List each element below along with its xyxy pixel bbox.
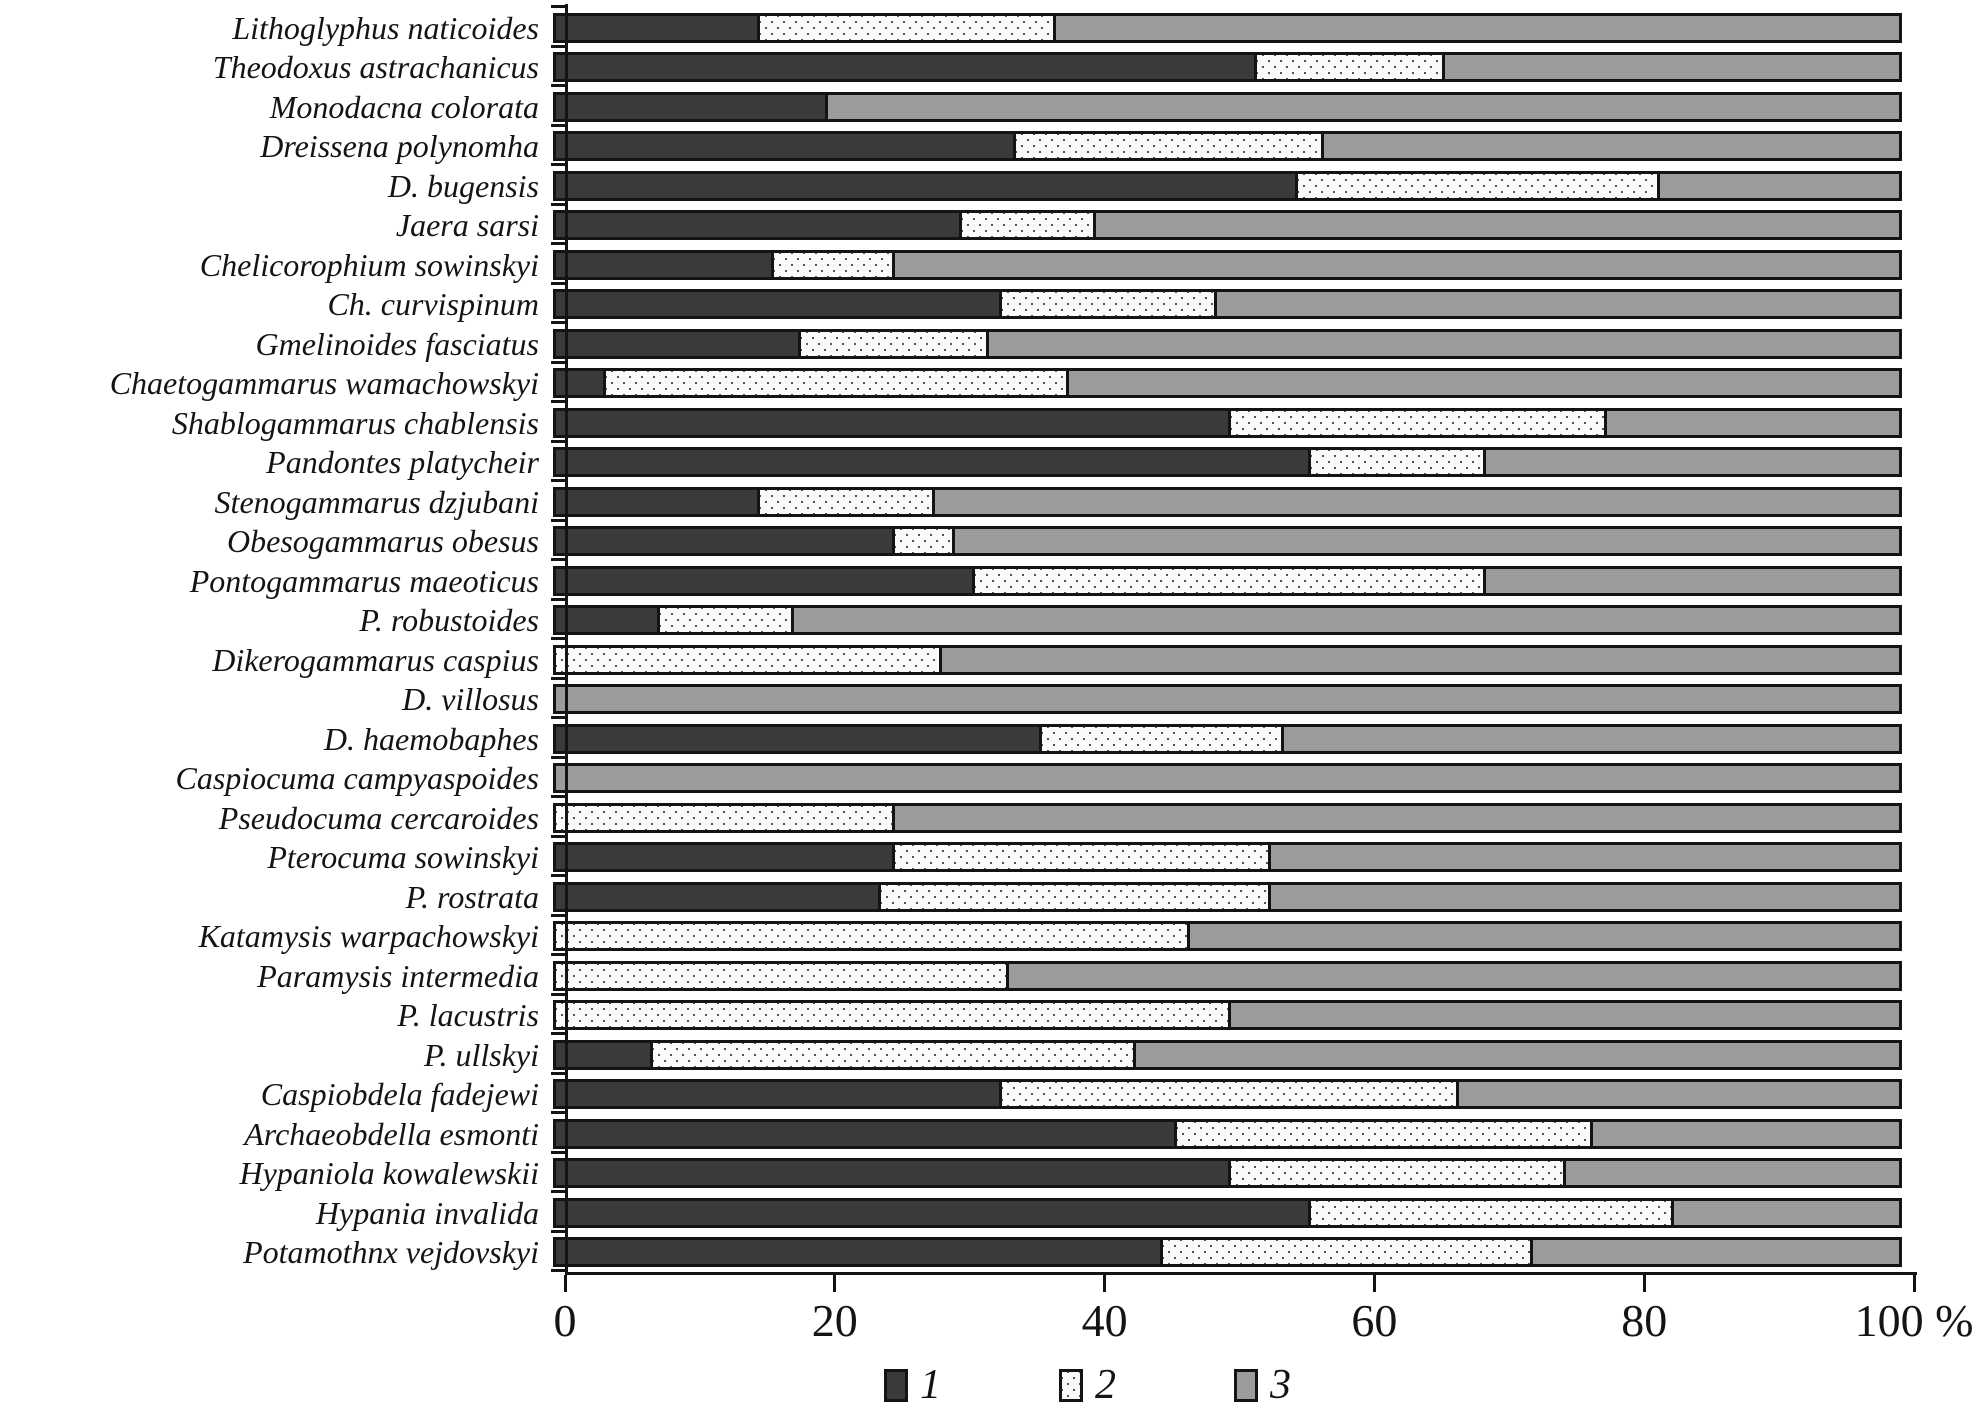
bar-segment-series-1 xyxy=(556,727,1039,751)
category-label: Chelicorophium sowinskyi xyxy=(199,246,539,283)
stacked-bar xyxy=(553,329,1902,359)
category-label: Archaeobdella esmonti xyxy=(244,1115,539,1152)
bar-track xyxy=(553,921,1902,951)
y-axis-tick xyxy=(551,1151,566,1154)
bar-row xyxy=(0,1114,1987,1154)
category-label: Pontogammarus maeoticus xyxy=(189,562,539,599)
y-axis-tick xyxy=(551,953,566,956)
bar-segment-series-3 xyxy=(1228,1003,1900,1027)
bar-track xyxy=(553,447,1902,477)
x-axis-tick-label: 60 xyxy=(1351,1295,1398,1346)
bar-rows-area xyxy=(0,8,1987,1272)
stacked-bar xyxy=(553,961,1902,991)
bar-row xyxy=(0,561,1987,601)
bar-row xyxy=(0,324,1987,364)
stacked-bar xyxy=(553,447,1902,477)
category-label: Dreissena polynomha xyxy=(260,128,539,165)
bar-segment-series-3 xyxy=(1133,1043,1899,1067)
bar-segment-series-3 xyxy=(1321,134,1899,158)
bar-segment-series-2 xyxy=(798,332,986,356)
category-label: P. robustoides xyxy=(359,602,539,639)
stacked-bar xyxy=(553,487,1902,517)
bar-row xyxy=(0,166,1987,206)
bar-row xyxy=(0,127,1987,167)
x-axis-tick-label: 80 xyxy=(1621,1295,1668,1346)
stacked-bar xyxy=(553,724,1902,754)
bar-segment-series-2 xyxy=(757,16,1052,40)
bar-row xyxy=(0,522,1987,562)
stacked-bar xyxy=(553,842,1902,872)
legend-item-2 xyxy=(1059,1364,1116,1406)
bar-track xyxy=(553,1158,1902,1188)
category-label: Lithoglyphus naticoides xyxy=(232,9,539,46)
bar-segment-series-2 xyxy=(556,964,1006,988)
bar-segment-series-3 xyxy=(556,766,1899,790)
category-label: Pandontes platycheir xyxy=(266,444,539,481)
stacked-bar xyxy=(553,1158,1902,1188)
bar-segment-series-3 xyxy=(791,608,1899,632)
bar-row xyxy=(0,680,1987,720)
x-axis-tick-label: 100 % xyxy=(1854,1295,1974,1346)
bar-track xyxy=(553,487,1902,517)
x-axis-tick xyxy=(1913,1275,1916,1292)
bar-segment-series-3 xyxy=(1590,1122,1899,1146)
bar-track xyxy=(553,645,1902,675)
bar-segment-series-1 xyxy=(556,1161,1228,1185)
legend-swatch-series-2 xyxy=(1059,1369,1083,1402)
bar-track xyxy=(553,368,1902,398)
bar-track xyxy=(553,605,1902,635)
bar-segment-series-1 xyxy=(556,1240,1160,1264)
bar-track xyxy=(553,526,1902,556)
bar-segment-series-2 xyxy=(556,806,892,830)
bar-segment-series-3 xyxy=(1456,1082,1899,1106)
x-axis-line xyxy=(565,1272,1917,1275)
bar-segment-series-1 xyxy=(556,529,892,553)
bar-segment-series-2 xyxy=(878,885,1267,909)
x-axis-tick-label: 0 xyxy=(553,1295,577,1346)
bar-segment-series-2 xyxy=(603,371,1066,395)
bar-segment-series-3 xyxy=(1268,885,1899,909)
bar-track xyxy=(553,171,1902,201)
bar-segment-series-2 xyxy=(1308,450,1483,474)
bar-segment-series-1 xyxy=(556,213,959,237)
y-axis-tick xyxy=(551,598,566,601)
bar-row xyxy=(0,482,1987,522)
bar-segment-series-3 xyxy=(1006,964,1899,988)
bar-track xyxy=(553,882,1902,912)
bar-segment-series-3 xyxy=(892,806,1899,830)
x-axis-tick xyxy=(1103,1275,1106,1292)
bar-segment-series-1 xyxy=(556,253,771,277)
bar-segment-series-2 xyxy=(1228,1161,1564,1185)
bar-row xyxy=(0,8,1987,48)
y-axis-tick xyxy=(551,558,566,561)
bar-row xyxy=(0,917,1987,957)
stacked-bar xyxy=(553,368,1902,398)
category-label: P. ullskyi xyxy=(424,1036,539,1073)
legend-item-1 xyxy=(884,1364,941,1406)
bar-segment-series-1 xyxy=(556,1043,650,1067)
bar-segment-series-3 xyxy=(939,648,1899,672)
bar-segment-series-1 xyxy=(556,55,1254,79)
stacked-bar xyxy=(553,1040,1902,1070)
bar-track xyxy=(553,210,1902,240)
y-axis-tick xyxy=(551,519,566,522)
bar-segment-series-2 xyxy=(1254,55,1442,79)
bar-segment-series-1 xyxy=(556,411,1228,435)
bar-row xyxy=(0,48,1987,88)
bar-segment-series-3 xyxy=(1442,55,1899,79)
bar-track xyxy=(553,289,1902,319)
bar-track xyxy=(553,250,1902,280)
stacked-bar xyxy=(553,210,1902,240)
bar-track xyxy=(553,1000,1902,1030)
bar-segment-series-2 xyxy=(650,1043,1133,1067)
bar-segment-series-3 xyxy=(986,332,1899,356)
category-label: Gmelinoides fasciatus xyxy=(255,325,539,362)
bar-row xyxy=(0,206,1987,246)
stacked-bar xyxy=(553,131,1902,161)
category-label: P. lacustris xyxy=(397,997,539,1034)
bar-segment-series-1 xyxy=(556,292,999,316)
legend-item-3 xyxy=(1234,1364,1291,1406)
category-label: Caspiocuma campyaspoides xyxy=(175,760,539,797)
stacked-bar xyxy=(553,1237,1902,1267)
stacked-bar xyxy=(553,171,1902,201)
bar-segment-series-3 xyxy=(1483,569,1899,593)
bar-row xyxy=(0,640,1987,680)
y-axis-tick xyxy=(551,1072,566,1075)
stacked-bar xyxy=(553,882,1902,912)
bar-row xyxy=(0,87,1987,127)
bar-track xyxy=(553,92,1902,122)
bar-segment-series-2 xyxy=(556,648,939,672)
bar-segment-series-1 xyxy=(556,174,1295,198)
bar-segment-series-2 xyxy=(1039,727,1281,751)
bar-segment-series-2 xyxy=(892,845,1268,869)
bar-segment-series-1 xyxy=(556,450,1308,474)
y-axis-tick xyxy=(551,914,566,917)
stacked-bar xyxy=(553,1079,1902,1109)
category-label: Theodoxus astrachanicus xyxy=(212,49,539,86)
y-axis-tick xyxy=(551,835,566,838)
category-label: Pterocuma sowinskyi xyxy=(267,839,539,876)
y-axis-tick xyxy=(551,637,566,640)
bar-row xyxy=(0,798,1987,838)
stacked-bar xyxy=(553,645,1902,675)
y-axis-tick xyxy=(551,5,566,8)
category-label: Chaetogammarus wamachowskyi xyxy=(109,365,539,402)
y-axis-tick xyxy=(551,716,566,719)
x-axis-tick xyxy=(833,1275,836,1292)
bar-segment-series-3 xyxy=(1214,292,1899,316)
category-label: D. haemobaphes xyxy=(323,720,539,757)
bar-row xyxy=(0,956,1987,996)
bar-row xyxy=(0,403,1987,443)
bar-segment-series-3 xyxy=(1657,174,1899,198)
stacked-bar xyxy=(553,1198,1902,1228)
bar-segment-series-1 xyxy=(556,885,878,909)
x-axis-tick-label: 20 xyxy=(811,1295,858,1346)
bar-segment-series-1 xyxy=(556,845,892,869)
category-label: D. bugensis xyxy=(387,167,539,204)
bar-row xyxy=(0,759,1987,799)
bar-segment-series-1 xyxy=(556,332,798,356)
bar-row xyxy=(0,1154,1987,1194)
y-axis-tick xyxy=(551,1111,566,1114)
bar-segment-series-3 xyxy=(556,687,1899,711)
bar-segment-series-1 xyxy=(556,1122,1174,1146)
y-axis-tick xyxy=(551,874,566,877)
stacked-bar xyxy=(553,684,1902,714)
bar-track xyxy=(553,724,1902,754)
x-axis-tick xyxy=(1643,1275,1646,1292)
bar-row xyxy=(0,1233,1987,1273)
bar-segment-series-3 xyxy=(1093,213,1899,237)
bar-track xyxy=(553,684,1902,714)
bar-segment-series-3 xyxy=(952,529,1899,553)
bar-track xyxy=(553,13,1902,43)
bar-segment-series-2 xyxy=(1295,174,1658,198)
bar-row xyxy=(0,601,1987,641)
y-axis-tick xyxy=(551,84,566,87)
y-axis-tick xyxy=(551,1230,566,1233)
bar-track xyxy=(553,566,1902,596)
bar-segment-series-2 xyxy=(1160,1240,1529,1264)
bar-track xyxy=(553,408,1902,438)
category-label: Hypaniola kowalewskii xyxy=(239,1155,539,1192)
bar-row xyxy=(0,245,1987,285)
bar-row xyxy=(0,877,1987,917)
bar-track xyxy=(553,763,1902,793)
stacked-bar xyxy=(553,92,1902,122)
y-axis-tick xyxy=(551,1032,566,1035)
bar-track xyxy=(553,1237,1902,1267)
bar-segment-series-2 xyxy=(999,1082,1456,1106)
legend-swatch-series-1 xyxy=(884,1369,908,1402)
category-label: Ch. curvispinum xyxy=(327,286,539,323)
stacked-bar xyxy=(553,921,1902,951)
y-axis-tick xyxy=(551,1190,566,1193)
y-axis-tick xyxy=(551,45,566,48)
y-axis-tick xyxy=(551,242,566,245)
y-axis-tick xyxy=(551,440,566,443)
bar-segment-series-1 xyxy=(556,16,757,40)
category-label: Shablogammarus chablensis xyxy=(171,404,539,441)
stacked-bar xyxy=(553,250,1902,280)
bar-segment-series-2 xyxy=(1174,1122,1590,1146)
stacked-bar xyxy=(553,408,1902,438)
stacked-bar xyxy=(553,1119,1902,1149)
category-label: Hypania invalida xyxy=(315,1194,539,1231)
y-axis-tick xyxy=(551,756,566,759)
bar-segment-series-3 xyxy=(1187,924,1899,948)
bar-segment-series-2 xyxy=(959,213,1093,237)
category-label: Paramysis intermedia xyxy=(257,957,539,994)
y-axis-tick xyxy=(551,282,566,285)
bar-row xyxy=(0,1193,1987,1233)
bar-segment-series-2 xyxy=(556,924,1187,948)
bar-segment-series-3 xyxy=(1563,1161,1899,1185)
bar-segment-series-3 xyxy=(892,253,1899,277)
y-axis-tick xyxy=(551,993,566,996)
x-axis-tick-label: 40 xyxy=(1081,1295,1128,1346)
stacked-bar xyxy=(553,52,1902,82)
y-axis-tick xyxy=(551,124,566,127)
category-label: Potamothnx vejdovskyi xyxy=(243,1234,539,1271)
bar-segment-series-2 xyxy=(757,490,932,514)
bar-segment-series-1 xyxy=(556,608,657,632)
stacked-bar xyxy=(553,803,1902,833)
y-axis-tick xyxy=(551,795,566,798)
bar-row xyxy=(0,285,1987,325)
bar-row xyxy=(0,364,1987,404)
bar-track xyxy=(553,803,1902,833)
category-label: P. rostrata xyxy=(405,878,539,915)
bar-track xyxy=(553,1119,1902,1149)
y-axis-tick xyxy=(551,321,566,324)
category-label: Jaera sarsi xyxy=(395,207,539,244)
bar-segment-series-2 xyxy=(1228,411,1604,435)
bar-row xyxy=(0,838,1987,878)
bar-segment-series-1 xyxy=(556,95,825,119)
bar-segment-series-2 xyxy=(1013,134,1322,158)
legend-swatch-series-3 xyxy=(1234,1369,1258,1402)
bar-track xyxy=(553,842,1902,872)
stacked-bar xyxy=(553,763,1902,793)
bar-segment-series-1 xyxy=(556,569,972,593)
bar-row xyxy=(0,996,1987,1036)
bar-segment-series-3 xyxy=(1483,450,1899,474)
category-label: Caspiobdela fadejewi xyxy=(260,1076,539,1113)
y-axis-tick xyxy=(551,163,566,166)
bar-row xyxy=(0,1075,1987,1115)
bar-segment-series-1 xyxy=(556,134,1013,158)
y-axis-tick xyxy=(551,479,566,482)
category-label: Katamysis warpachowskyi xyxy=(198,918,539,955)
bar-track xyxy=(553,329,1902,359)
bar-segment-series-3 xyxy=(1671,1201,1899,1225)
legend-item-label: 1 xyxy=(920,1362,941,1408)
bar-track xyxy=(553,1079,1902,1109)
bar-segment-series-3 xyxy=(1066,371,1899,395)
category-label: Obesogammarus obesus xyxy=(227,523,539,560)
category-label: Stenogammarus dzjubani xyxy=(214,483,539,520)
y-axis-tick xyxy=(551,361,566,364)
bar-row xyxy=(0,443,1987,483)
stacked-bar xyxy=(553,566,1902,596)
y-axis-tick xyxy=(551,400,566,403)
category-label: D. villosus xyxy=(402,681,539,718)
legend xyxy=(884,1364,1291,1406)
bar-segment-series-2 xyxy=(972,569,1482,593)
bar-track xyxy=(553,1198,1902,1228)
bar-segment-series-3 xyxy=(1281,727,1899,751)
bar-track xyxy=(553,1040,1902,1070)
bar-segment-series-1 xyxy=(556,1201,1308,1225)
legend-item-label: 2 xyxy=(1095,1362,1116,1408)
bar-segment-series-3 xyxy=(825,95,1899,119)
bar-segment-series-2 xyxy=(657,608,791,632)
x-axis-tick xyxy=(1373,1275,1376,1292)
stacked-bar xyxy=(553,13,1902,43)
bar-track xyxy=(553,52,1902,82)
bar-track xyxy=(553,961,1902,991)
bar-segment-series-3 xyxy=(1053,16,1899,40)
bar-row xyxy=(0,1035,1987,1075)
bar-segment-series-2 xyxy=(1308,1201,1671,1225)
bar-segment-series-2 xyxy=(771,253,892,277)
category-label: Dikerogammarus caspius xyxy=(212,641,539,678)
stacked-bar xyxy=(553,605,1902,635)
bar-segment-series-1 xyxy=(556,490,757,514)
bar-track xyxy=(553,131,1902,161)
bar-segment-series-1 xyxy=(556,1082,999,1106)
category-label: Pseudocuma cercaroides xyxy=(218,799,539,836)
y-axis-tick xyxy=(551,1269,566,1272)
y-axis-tick xyxy=(551,203,566,206)
bar-segment-series-3 xyxy=(1530,1240,1899,1264)
bar-row xyxy=(0,719,1987,759)
stacked-bar xyxy=(553,1000,1902,1030)
stacked-bar xyxy=(553,526,1902,556)
y-axis-tick xyxy=(551,677,566,680)
x-axis-tick xyxy=(564,1275,567,1292)
bar-segment-series-2 xyxy=(556,1003,1228,1027)
stacked-bar xyxy=(553,289,1902,319)
bar-segment-series-2 xyxy=(999,292,1214,316)
bar-segment-series-2 xyxy=(892,529,952,553)
bar-segment-series-3 xyxy=(1268,845,1899,869)
bar-segment-series-3 xyxy=(932,490,1899,514)
category-label: Monodacna colorata xyxy=(269,88,539,125)
bar-segment-series-1 xyxy=(556,371,603,395)
bar-segment-series-3 xyxy=(1604,411,1899,435)
legend-item-label: 3 xyxy=(1270,1362,1291,1408)
